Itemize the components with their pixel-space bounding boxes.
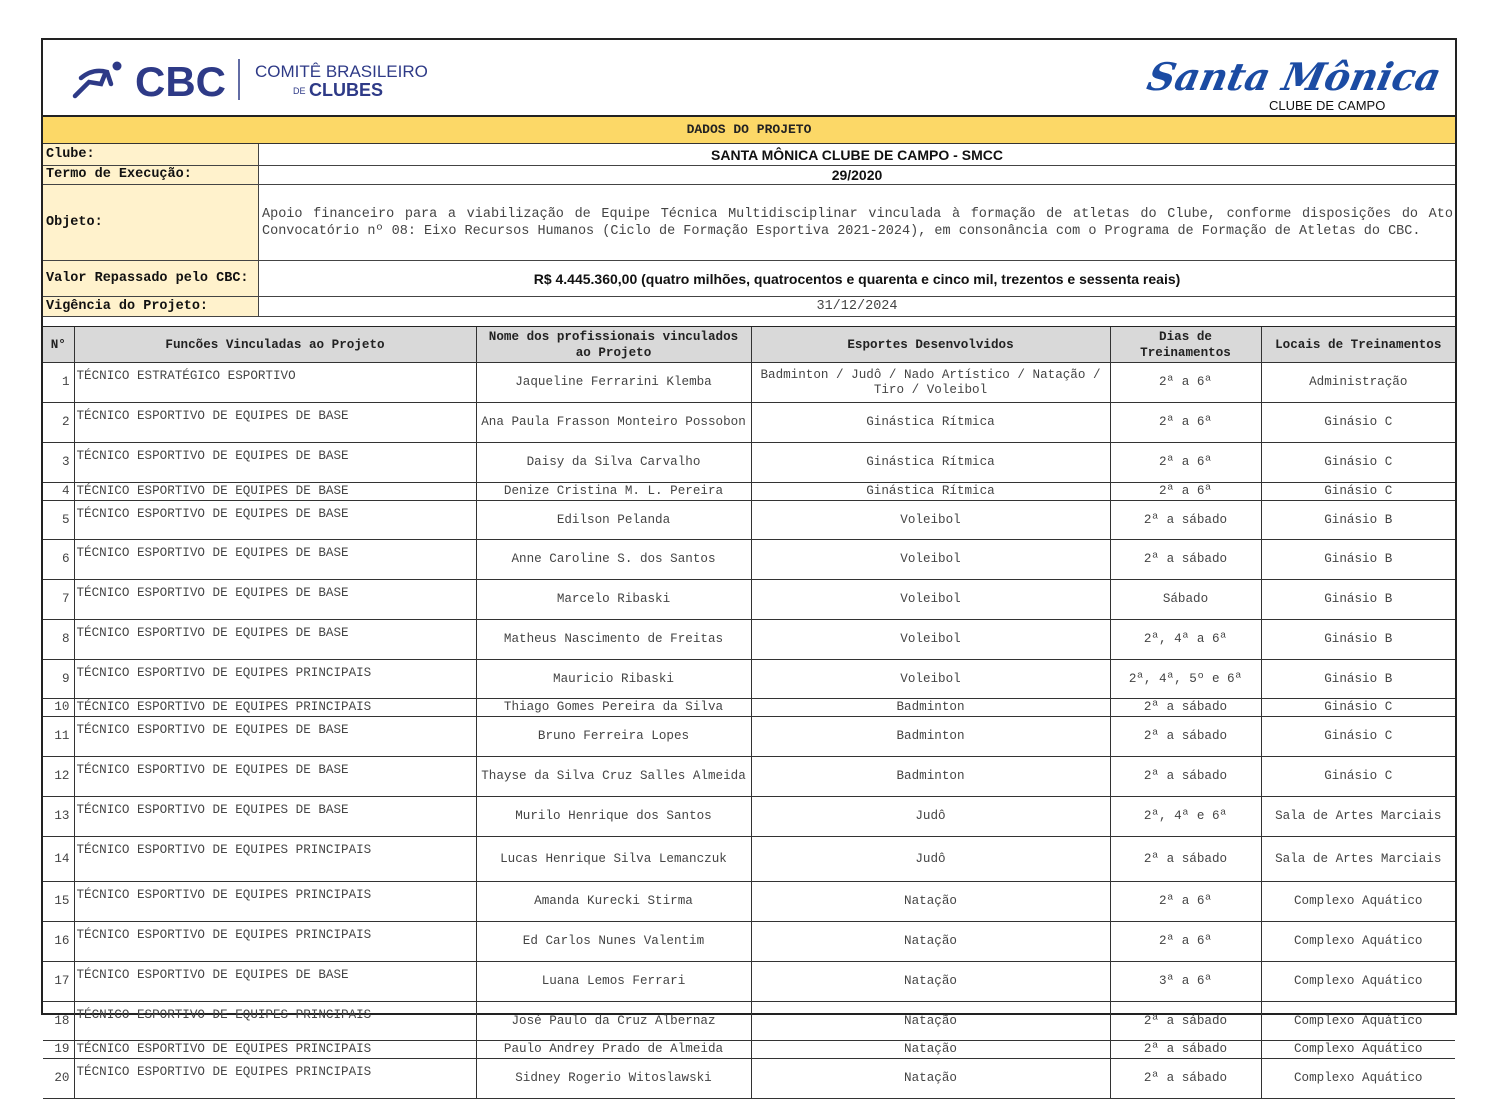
cell-funcao: TÉCNICO ESPORTIVO DE EQUIPES DE BASE bbox=[74, 540, 476, 580]
termo-label: Termo de Execução: bbox=[43, 166, 259, 184]
cell-nome: Mauricio Ribaski bbox=[476, 660, 751, 699]
cell-nome: Sidney Rogerio Witoslawski bbox=[476, 1059, 751, 1099]
cell-esporte: Judô bbox=[751, 837, 1110, 882]
cell-funcao: TÉCNICO ESPORTIVO DE EQUIPES DE BASE bbox=[74, 717, 476, 757]
table-row bbox=[43, 580, 1455, 620]
table-header-row bbox=[43, 327, 1455, 363]
cell-funcao: TÉCNICO ESPORTIVO DE EQUIPES PRINCIPAIS bbox=[74, 837, 476, 882]
cbc-logo bbox=[71, 54, 431, 104]
cell-funcao: TÉCNICO ESPORTIVO DE EQUIPES DE BASE bbox=[74, 620, 476, 660]
section-title: DADOS DO PROJETO bbox=[43, 117, 1455, 144]
cbc-line1: COMITÊ BRASILEIRO bbox=[255, 62, 428, 81]
info-row-termo bbox=[43, 166, 1455, 185]
cell-number: 12 bbox=[43, 757, 74, 797]
cell-funcao: TÉCNICO ESPORTIVO DE EQUIPES PRINCIPAIS bbox=[74, 922, 476, 962]
valor-label: Valor Repassado pelo CBC: bbox=[43, 261, 259, 296]
cell-esporte: Natação bbox=[751, 1002, 1110, 1041]
cell-dias: 2ª a sábado bbox=[1110, 1059, 1261, 1099]
table-row bbox=[43, 922, 1455, 962]
cell-number: 7 bbox=[43, 580, 74, 620]
cell-nome: Matheus Nascimento de Freitas bbox=[476, 620, 751, 660]
cell-dias: 2ª a sábado bbox=[1110, 540, 1261, 580]
table-row bbox=[43, 363, 1455, 403]
cell-local: Ginásio B bbox=[1261, 580, 1455, 620]
cell-esporte: Judô bbox=[751, 797, 1110, 837]
cell-nome: Thayse da Silva Cruz Salles Almeida bbox=[476, 757, 751, 797]
vigencia-label: Vigência do Projeto: bbox=[43, 297, 259, 316]
cell-local: Ginásio C bbox=[1261, 483, 1455, 501]
cell-local: Sala de Artes Marciais bbox=[1261, 797, 1455, 837]
cell-nome: José Paulo da Cruz Albernaz bbox=[476, 1002, 751, 1041]
cell-dias: 2ª a sábado bbox=[1110, 1041, 1261, 1059]
cell-funcao: TÉCNICO ESPORTIVO DE EQUIPES DE BASE bbox=[74, 483, 476, 501]
table-row bbox=[43, 483, 1455, 501]
objeto-value: Apoio financeiro para a viabilização de Equipe Técnica Multidisciplinar vinculada à formação de atletas do Clube, conforme disposições do Ato Convocatório nº 08: Eixo Recursos Humanos (Ciclo de Formação Esportiva 2021-2024), em consonância com o Programa de Formação de Atletas do CBC. bbox=[262, 206, 1453, 239]
cell-esporte: Voleibol bbox=[751, 501, 1110, 540]
cell-esporte: Voleibol bbox=[751, 540, 1110, 580]
cell-funcao: TÉCNICO ESPORTIVO DE EQUIPES DE BASE bbox=[74, 962, 476, 1002]
cell-local: Complexo Aquático bbox=[1261, 882, 1455, 922]
cell-number: 18 bbox=[43, 1002, 74, 1041]
santa-monica-script: Santa Mônica bbox=[1143, 55, 1445, 100]
cell-esporte: Voleibol bbox=[751, 660, 1110, 699]
cell-esporte: Natação bbox=[751, 1041, 1110, 1059]
cell-number: 8 bbox=[43, 620, 74, 660]
runner-head-icon bbox=[113, 62, 122, 71]
cell-number: 5 bbox=[43, 501, 74, 540]
cell-esporte: Ginástica Rítmica bbox=[751, 483, 1110, 501]
table-row bbox=[43, 660, 1455, 699]
cell-nome: Edilson Pelanda bbox=[476, 501, 751, 540]
cell-nome: Lucas Henrique Silva Lemanczuk bbox=[476, 837, 751, 882]
cell-esporte: Natação bbox=[751, 922, 1110, 962]
professionals-table bbox=[43, 327, 1455, 1099]
cell-local: Administração bbox=[1261, 363, 1455, 403]
cell-nome: Daisy da Silva Carvalho bbox=[476, 443, 751, 483]
cbc-mark: CBC bbox=[135, 58, 226, 105]
cell-local: Ginásio C bbox=[1261, 757, 1455, 797]
cell-local: Ginásio B bbox=[1261, 540, 1455, 580]
cell-esporte: Ginástica Rítmica bbox=[751, 443, 1110, 483]
cell-funcao: TÉCNICO ESTRATÉGICO ESPORTIVO bbox=[74, 363, 476, 403]
cell-local: Ginásio B bbox=[1261, 501, 1455, 540]
cell-dias: Sábado bbox=[1110, 580, 1261, 620]
cell-local: Complexo Aquático bbox=[1261, 922, 1455, 962]
cell-dias: 2ª, 4ª a 6ª bbox=[1110, 620, 1261, 660]
cell-funcao: TÉCNICO ESPORTIVO DE EQUIPES DE BASE bbox=[74, 580, 476, 620]
cell-nome: Paulo Andrey Prado de Almeida bbox=[476, 1041, 751, 1059]
cell-number: 15 bbox=[43, 882, 74, 922]
cell-number: 19 bbox=[43, 1041, 74, 1059]
cell-number: 6 bbox=[43, 540, 74, 580]
cell-dias: 2ª a 6ª bbox=[1110, 483, 1261, 501]
cell-funcao: TÉCNICO ESPORTIVO DE EQUIPES PRINCIPAIS bbox=[74, 660, 476, 699]
valor-value: R$ 4.445.360,00 (quatro milhões, quatrocentos e quarenta e cinco mil, trezentos e sessenta reais) bbox=[533, 270, 1181, 287]
table-row bbox=[43, 443, 1455, 483]
cell-funcao: TÉCNICO ESPORTIVO DE EQUIPES DE BASE bbox=[74, 501, 476, 540]
table-row bbox=[43, 882, 1455, 922]
cell-local: Ginásio C bbox=[1261, 403, 1455, 443]
cell-number: 11 bbox=[43, 717, 74, 757]
santa-monica-logo bbox=[1143, 54, 1445, 114]
cell-nome: Jaqueline Ferrarini Klemba bbox=[476, 363, 751, 403]
cell-local: Ginásio C bbox=[1261, 699, 1455, 717]
cell-nome: Murilo Henrique dos Santos bbox=[476, 797, 751, 837]
cell-dias: 2ª a 6ª bbox=[1110, 882, 1261, 922]
cell-funcao: TÉCNICO ESPORTIVO DE EQUIPES PRINCIPAIS bbox=[74, 1002, 476, 1041]
cell-esporte: Badminton bbox=[751, 717, 1110, 757]
cell-esporte: Ginástica Rítmica bbox=[751, 403, 1110, 443]
cell-local: Ginásio B bbox=[1261, 660, 1455, 699]
cell-funcao: TÉCNICO ESPORTIVO DE EQUIPES DE BASE bbox=[74, 443, 476, 483]
vigencia-value: 31/12/2024 bbox=[816, 299, 898, 314]
cell-funcao: TÉCNICO ESPORTIVO DE EQUIPES PRINCIPAIS bbox=[74, 882, 476, 922]
cell-local: Sala de Artes Marciais bbox=[1261, 837, 1455, 882]
cell-local: Complexo Aquático bbox=[1261, 1041, 1455, 1059]
cell-esporte: Badminton bbox=[751, 699, 1110, 717]
cell-local: Ginásio C bbox=[1261, 717, 1455, 757]
info-row-vigencia bbox=[43, 297, 1455, 317]
cell-number: 3 bbox=[43, 443, 74, 483]
cell-nome: Anne Caroline S. dos Santos bbox=[476, 540, 751, 580]
cell-number: 9 bbox=[43, 660, 74, 699]
cell-number: 4 bbox=[43, 483, 74, 501]
cell-funcao: TÉCNICO ESPORTIVO DE EQUIPES PRINCIPAIS bbox=[74, 1041, 476, 1059]
cell-esporte: Badminton / Judô / Nado Artístico / Natação / Tiro / Voleibol bbox=[751, 363, 1110, 403]
objeto-label: Objeto: bbox=[43, 185, 259, 260]
info-row-clube bbox=[43, 144, 1455, 166]
cell-funcao: TÉCNICO ESPORTIVO DE EQUIPES PRINCIPAIS bbox=[74, 1059, 476, 1099]
table-row bbox=[43, 620, 1455, 660]
cell-nome: Marcelo Ribaski bbox=[476, 580, 751, 620]
cell-dias: 2ª a sábado bbox=[1110, 501, 1261, 540]
cell-nome: Denize Cristina M. L. Pereira bbox=[476, 483, 751, 501]
cell-funcao: TÉCNICO ESPORTIVO DE EQUIPES DE BASE bbox=[74, 757, 476, 797]
termo-value: 29/2020 bbox=[831, 167, 883, 183]
info-row-valor bbox=[43, 261, 1455, 297]
header-number: N° bbox=[43, 327, 74, 363]
cell-funcao: TÉCNICO ESPORTIVO DE EQUIPES DE BASE bbox=[74, 403, 476, 443]
table-row bbox=[43, 962, 1455, 1002]
cell-local: Complexo Aquático bbox=[1261, 1059, 1455, 1099]
runner-icon bbox=[75, 71, 111, 96]
header-local: Locais de Treinamentos bbox=[1261, 327, 1455, 363]
cell-esporte: Badminton bbox=[751, 757, 1110, 797]
table-row bbox=[43, 1002, 1455, 1041]
table-row bbox=[43, 797, 1455, 837]
table-row bbox=[43, 699, 1455, 717]
header-nome: Nome dos profissionais vinculados ao Projeto bbox=[476, 327, 751, 363]
cell-number: 1 bbox=[43, 363, 74, 403]
cell-local: Ginásio C bbox=[1261, 443, 1455, 483]
cell-dias: 2ª a sábado bbox=[1110, 1002, 1261, 1041]
cell-nome: Ed Carlos Nunes Valentim bbox=[476, 922, 751, 962]
cell-dias: 2ª a 6ª bbox=[1110, 363, 1261, 403]
cell-nome: Thiago Gomes Pereira da Silva bbox=[476, 699, 751, 717]
cell-dias: 2ª a sábado bbox=[1110, 757, 1261, 797]
header-esporte: Esportes Desenvolvidos bbox=[751, 327, 1110, 363]
header-funcao: Funcões Vinculadas ao Projeto bbox=[74, 327, 476, 363]
cell-number: 10 bbox=[43, 699, 74, 717]
cell-local: Ginásio B bbox=[1261, 620, 1455, 660]
cell-esporte: Voleibol bbox=[751, 580, 1110, 620]
cell-funcao: TÉCNICO ESPORTIVO DE EQUIPES PRINCIPAIS bbox=[74, 699, 476, 717]
clube-label: Clube: bbox=[43, 144, 259, 165]
table-row bbox=[43, 1041, 1455, 1059]
table-row bbox=[43, 1059, 1455, 1099]
table-row bbox=[43, 403, 1455, 443]
cell-esporte: Natação bbox=[751, 882, 1110, 922]
cell-dias: 2ª a 6ª bbox=[1110, 403, 1261, 443]
cell-esporte: Voleibol bbox=[751, 620, 1110, 660]
cell-dias: 2ª a sábado bbox=[1110, 699, 1261, 717]
cell-number: 16 bbox=[43, 922, 74, 962]
cell-dias: 2ª a sábado bbox=[1110, 837, 1261, 882]
header-dias: Dias de Treinamentos bbox=[1110, 327, 1261, 363]
cell-nome: Luana Lemos Ferrari bbox=[476, 962, 751, 1002]
table-row bbox=[43, 540, 1455, 580]
santa-monica-sub: CLUBE DE CAMPO bbox=[1269, 98, 1386, 113]
cell-dias: 2ª a 6ª bbox=[1110, 443, 1261, 483]
cell-dias: 2ª a 6ª bbox=[1110, 922, 1261, 962]
table-row bbox=[43, 717, 1455, 757]
cell-local: Complexo Aquático bbox=[1261, 1002, 1455, 1041]
cell-dias: 2ª, 4ª, 5º e 6ª bbox=[1110, 660, 1261, 699]
cell-nome: Ana Paula Frasson Monteiro Possobon bbox=[476, 403, 751, 443]
logo-header bbox=[43, 40, 1455, 117]
cbc-line2: CLUBES bbox=[309, 80, 384, 100]
cell-esporte: Natação bbox=[751, 962, 1110, 1002]
cell-dias: 3ª a 6ª bbox=[1110, 962, 1261, 1002]
cell-dias: 2ª a sábado bbox=[1110, 717, 1261, 757]
cell-number: 2 bbox=[43, 403, 74, 443]
clube-value: SANTA MÔNICA CLUBE DE CAMPO - SMCC bbox=[711, 146, 1003, 163]
cell-nome: Bruno Ferreira Lopes bbox=[476, 717, 751, 757]
cell-funcao: TÉCNICO ESPORTIVO DE EQUIPES DE BASE bbox=[74, 797, 476, 837]
table-row bbox=[43, 501, 1455, 540]
project-sheet bbox=[41, 38, 1457, 1085]
cell-local: Complexo Aquático bbox=[1261, 962, 1455, 1002]
cell-number: 20 bbox=[43, 1059, 74, 1099]
cell-dias: 2ª, 4ª e 6ª bbox=[1110, 797, 1261, 837]
cell-number: 14 bbox=[43, 837, 74, 882]
cbc-de: DE bbox=[293, 86, 306, 96]
cell-number: 17 bbox=[43, 962, 74, 1002]
table-row bbox=[43, 757, 1455, 797]
cell-nome: Amanda Kurecki Stirma bbox=[476, 882, 751, 922]
info-row-objeto bbox=[43, 185, 1455, 261]
table-row bbox=[43, 837, 1455, 882]
cell-esporte: Natação bbox=[751, 1059, 1110, 1099]
cell-number: 13 bbox=[43, 797, 74, 837]
